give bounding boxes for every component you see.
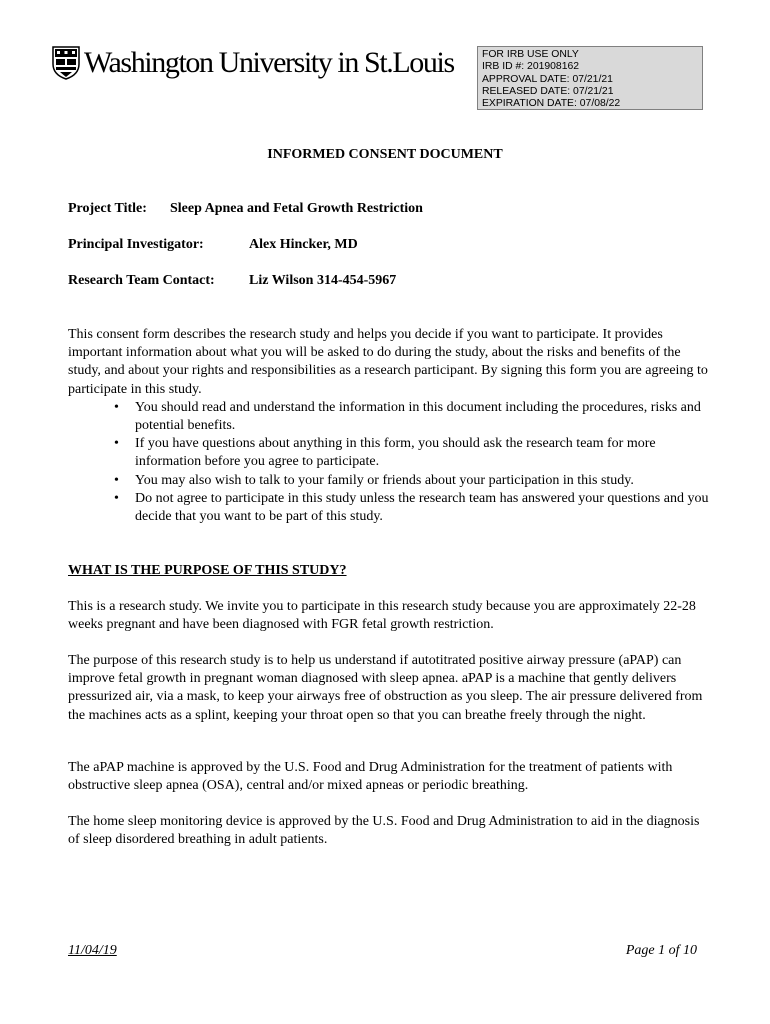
principal-investigator-value: Alex Hincker, MD xyxy=(249,237,358,252)
list-item: • You should read and understand the information in this document including the procedures, risks and potential benefits. xyxy=(114,399,701,434)
purpose-paragraph-3: The aPAP machine is approved by the U.S. Food and Drug Administration for the treatment of patients with obstructive sleep apnea (OSA), central and/or mixed apneas or periodic breathing. xyxy=(68,760,673,794)
purpose-paragraph-2: The purpose of this research study is to help us understand if autotitrated positive airway pressure (aPAP) can improve fetal growth in pregnant woman diagnosed with sleep apnea. aPAP is a machine that gently delivers pressurized air, via a mask, to keep your airways free of obstruction as you sleep. The air pressure delivered from the machines acts as a splint, keeping your throat open so that you can breathe freely through the night. xyxy=(68,653,703,723)
intro-bullet-list xyxy=(68,399,708,526)
list-item: • You may also wish to talk to your family or friends about your participation in this study. xyxy=(68,472,709,490)
irb-line: APPROVAL DATE: 07/21/21 xyxy=(482,73,613,85)
project-title-row xyxy=(68,201,423,217)
intro-paragraph: This consent form describes the research study and helps you decide if you want to participate. It provides important information about what you will be asked to do during the study, about the risks and benefits of the study, and about your rights and responsibilities as a research participant. By signing this form you are agreeing to participate in this study. xyxy=(68,327,708,397)
research-contact-row xyxy=(68,273,397,289)
intro-section xyxy=(68,326,708,526)
page-number: Page 1 of 10 xyxy=(625,943,697,958)
research-contact-value: Liz Wilson 314-454-5967 xyxy=(249,273,397,288)
university-logo xyxy=(52,46,454,80)
bullet-icon: • xyxy=(114,399,119,415)
list-item: • Do not agree to participate in this study unless the research team has answered your questions and you decide that you want to be part of this study. xyxy=(114,490,709,525)
principal-investigator-label: Principal Investigator: xyxy=(68,237,204,252)
irb-line: RELEASED DATE: 07/21/21 xyxy=(482,85,614,97)
purpose-heading: WHAT IS THE PURPOSE OF THIS STUDY? xyxy=(68,563,347,578)
bullet-icon: • xyxy=(114,490,119,506)
university-wordmark: Washington University in St.Louis xyxy=(84,46,454,79)
research-contact-label: Research Team Contact: xyxy=(68,273,215,288)
bullet-icon: • xyxy=(114,472,119,488)
irb-stamp-box xyxy=(477,46,703,110)
purpose-paragraph-4: The home sleep monitoring device is approved by the U.S. Food and Drug Administration to aid in the diagnosis of sleep disordered breathing in adult patients. xyxy=(68,814,700,848)
document-title: INFORMED CONSENT DOCUMENT xyxy=(267,147,503,162)
university-shield-icon xyxy=(52,46,80,80)
irb-line: EXPIRATION DATE: 07/08/22 xyxy=(482,98,621,110)
purpose-paragraph-1: This is a research study. We invite you to participate in this research study because you are approximately 22-28 weeks pregnant and have been diagnosed with FGR fetal growth restriction. xyxy=(68,599,696,633)
irb-line: IRB ID #: 201908162 xyxy=(482,61,580,73)
project-title-value: Sleep Apnea and Fetal Growth Restriction xyxy=(170,201,423,216)
project-title-label: Project Title: xyxy=(68,201,147,216)
list-item: • If you have questions about anything in this form, you should ask the research team for more information before you agree to participate. xyxy=(114,436,656,470)
footer-date: 11/04/19 xyxy=(68,943,117,958)
principal-investigator-row xyxy=(68,237,358,253)
irb-line: FOR IRB USE ONLY xyxy=(482,49,579,60)
bullet-icon: • xyxy=(114,436,119,452)
